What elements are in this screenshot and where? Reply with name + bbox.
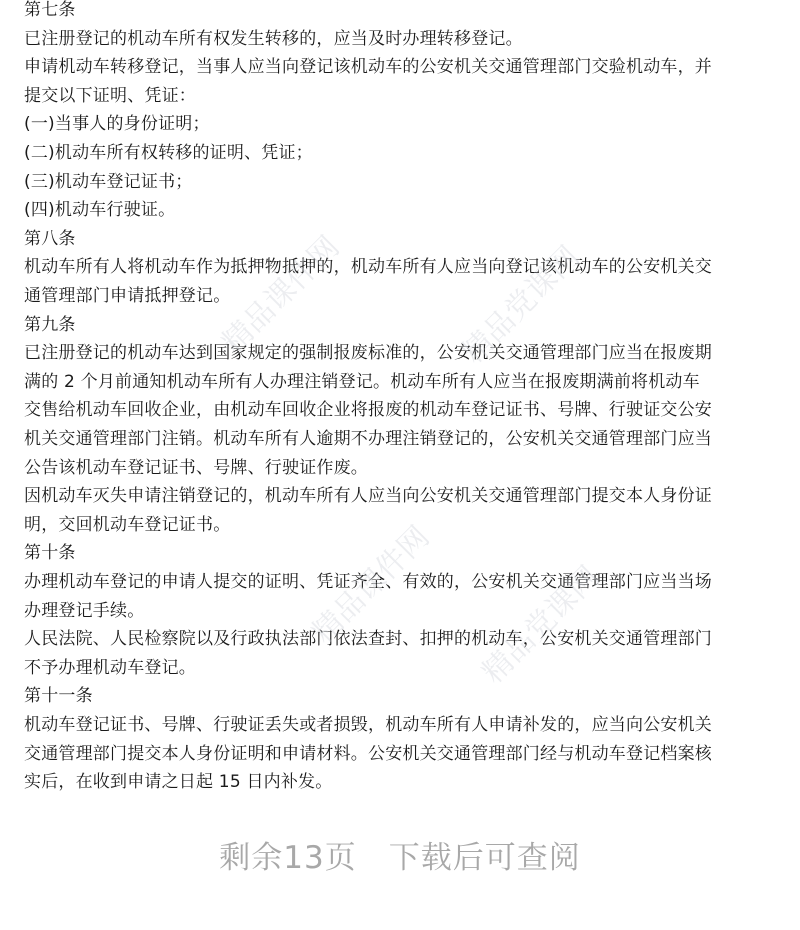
paragraph-line: (四)机动车行驶证。: [24, 200, 176, 221]
paragraph-line: 人民法院、人民检察院以及行政执法部门依法查封、扣押的机动车，公安机关交通管理部门: [24, 629, 712, 650]
paragraph-line: 办理登记手续。: [24, 600, 145, 621]
watermark-text: 精品党课网: [455, 239, 587, 371]
paragraph-line: 申请机动车转移登记，当事人应当向登记该机动车的公安机关交通管理部门交验机动车，并: [24, 57, 712, 78]
paragraph-line: 明，交回机动车登记证书。: [24, 514, 231, 535]
paragraph-line: 实后，在收到申请之日起 15 日内补发。: [24, 772, 333, 793]
paragraph-line: 交售给机动车回收企业，由机动车回收企业将报废的机动车登记证书、号牌、行驶证交公安: [24, 400, 712, 421]
watermark-text: 精品党课网: [475, 559, 607, 691]
watermark-text: 精品课件网: [305, 519, 437, 651]
paragraph-line: 已注册登记的机动车达到国家规定的强制报废标准的，公安机关交通管理部门应当在报废期: [24, 343, 712, 364]
paragraph-line: (二)机动车所有权转移的证明、凭证；: [24, 143, 313, 163]
paragraph-line: 不予办理机动车登记。: [24, 657, 196, 678]
article-heading: 第十一条: [24, 686, 93, 707]
watermark-text: 精品课件网: [215, 229, 347, 361]
paragraph-line: 办理机动车登记的申请人提交的证明、凭证齐全、有效的，公安机关交通管理部门应当当场: [24, 572, 712, 592]
paragraph-line: 交通管理部门提交本人身份证明和申请材料。公安机关交通管理部门经与机动车登记档案核: [24, 743, 712, 764]
paragraph-line: 机关交通管理部门注销。机动车所有人逾期不办理注销登记的，公安机关交通管理部门应当: [24, 429, 712, 449]
paragraph-line: 提交以下证明、凭证：: [24, 85, 196, 106]
paragraph-line: (三)机动车登记证书；: [24, 171, 193, 192]
paragraph-line: 通管理部门申请抵押登记。: [24, 286, 231, 306]
paragraph-line: 因机动车灭失申请注销登记的，机动车所有人应当向公安机关交通管理部门提交本人身份证: [24, 486, 712, 507]
paragraph-line: 机动车所有人将机动车作为抵押物抵押的，机动车所有人应当向登记该机动车的公安机关交: [24, 257, 712, 278]
article-heading: 第九条: [24, 314, 76, 335]
article-heading: 第十条: [24, 543, 76, 564]
article-heading: 第八条: [24, 228, 76, 249]
paragraph-line: 公告该机动车登记证书、号牌、行驶证作废。: [24, 457, 368, 478]
remaining-pages-notice[interactable]: 剩余13页 下载后可查阅: [219, 840, 581, 876]
paragraph-line: 已注册登记的机动车所有权发生转移的，应当及时办理转移登记。: [24, 28, 523, 49]
article-heading: 第七条: [24, 0, 76, 20]
paragraph-line: 满的 2 个月前通知机动车所有人办理注销登记。机动车所有人应当在报废期满前将机动车: [24, 371, 700, 392]
paragraph-line: 机动车登记证书、号牌、行驶证丢失或者损毁，机动车所有人申请补发的，应当向公安机关: [24, 715, 712, 735]
paragraph-line: (一)当事人的身份证明；: [24, 114, 210, 135]
